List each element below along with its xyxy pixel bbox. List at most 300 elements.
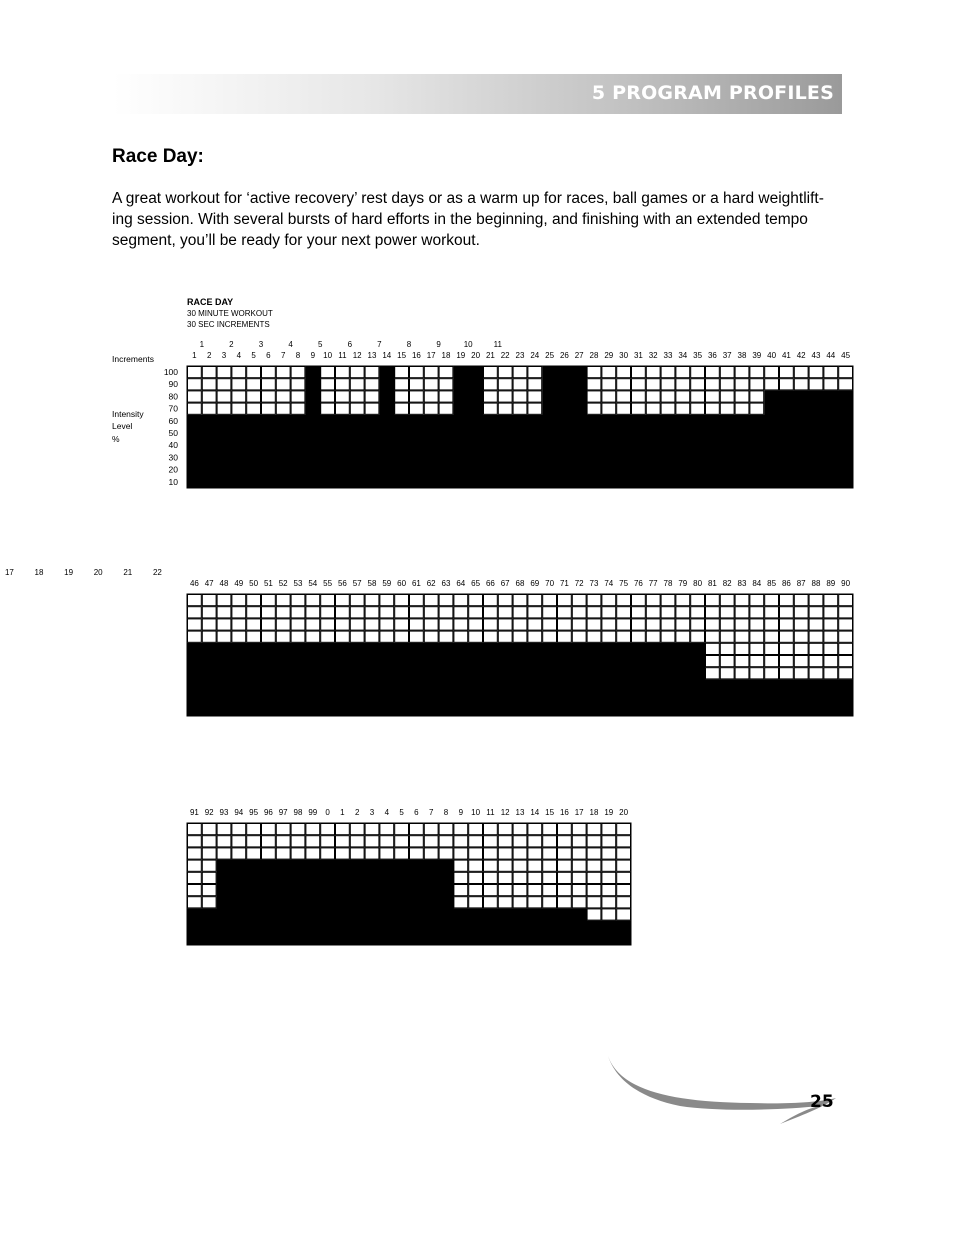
grid-cell (350, 848, 364, 859)
grid-cell (824, 379, 838, 390)
intensity-bar (335, 643, 350, 716)
increment-label: 71 (559, 579, 569, 588)
increment-label: 13 (367, 351, 377, 360)
grid-cell (676, 619, 690, 630)
grid-cell (454, 897, 468, 908)
intensity-bar (187, 908, 202, 945)
intensity-bar (690, 415, 705, 488)
grid-cell (513, 367, 527, 378)
grid-cell (809, 607, 823, 618)
increment-label: 89 (826, 579, 836, 588)
grid-cell (365, 824, 379, 835)
increment-label: 88 (811, 579, 821, 588)
grid-cell (691, 403, 705, 414)
grid-cell (395, 403, 409, 414)
intensity-bar (439, 643, 454, 716)
grid-cell (750, 656, 764, 667)
increment-label: 75 (619, 579, 629, 588)
grid-cell (262, 848, 276, 859)
grid-cell (232, 836, 246, 847)
intensity-bar (542, 366, 557, 488)
grid-cell (395, 379, 409, 390)
intensity-bar (217, 415, 232, 488)
grid-cell (365, 619, 379, 630)
grid-cell (794, 643, 808, 654)
grid-cell (484, 379, 498, 390)
page-number: 25 (810, 1092, 834, 1112)
grid-cell (513, 619, 527, 630)
grid-cell (572, 836, 586, 847)
intensity-bar (453, 366, 468, 488)
grid-cell (691, 607, 705, 618)
grid-cell (750, 631, 764, 642)
increment-label: 98 (293, 808, 303, 817)
grid-cell (824, 367, 838, 378)
grid-cell (676, 595, 690, 606)
grid-cell (794, 656, 808, 667)
intensity-bar (394, 643, 409, 716)
intensity-bar (409, 643, 424, 716)
grid-cell (469, 848, 483, 859)
grid-cell (365, 848, 379, 859)
increment-label: 41 (781, 351, 791, 360)
grid-cell (469, 595, 483, 606)
grid-cell (336, 824, 350, 835)
grid-cell (454, 619, 468, 630)
grid-cell (395, 824, 409, 835)
intensity-bar (631, 643, 646, 716)
grid-cell (469, 836, 483, 847)
grid-cell (513, 872, 527, 883)
grid-cell (543, 848, 557, 859)
grid-cell (602, 909, 616, 920)
y-tick-label: 20 (168, 464, 178, 475)
increment-label: 27 (574, 351, 584, 360)
grid-cell (572, 848, 586, 859)
grid-cell (765, 643, 779, 654)
increment-label: 9 (310, 351, 316, 360)
intensity-bar (557, 366, 572, 488)
grid-cell (572, 595, 586, 606)
grid-cell (306, 836, 320, 847)
grid-cell (262, 619, 276, 630)
intensity-bar (513, 908, 528, 945)
intensity-bar (261, 415, 276, 488)
grid-cell (676, 631, 690, 642)
increment-label: 53 (293, 579, 303, 588)
grid-cell (706, 403, 720, 414)
grid-cell (321, 595, 335, 606)
increment-label: 15 (545, 808, 555, 817)
grid-cell (587, 885, 601, 896)
grid-cell (365, 595, 379, 606)
grid-cell (469, 607, 483, 618)
grid-cell (513, 860, 527, 871)
grid-cell (232, 403, 246, 414)
grid-cell (735, 631, 749, 642)
grid-cell (217, 836, 231, 847)
grid-cell (572, 885, 586, 896)
grid-cell (291, 607, 305, 618)
grid-cell (380, 631, 394, 642)
grid-cell (321, 824, 335, 835)
increment-label: 96 (263, 808, 273, 817)
grid-cell (587, 403, 601, 414)
grid-cell (750, 668, 764, 679)
grid-cell (291, 824, 305, 835)
grid-cell (321, 391, 335, 402)
grid-cell (395, 836, 409, 847)
intensity-bar (276, 643, 291, 716)
increment-label: 7 (280, 351, 286, 360)
grid-cell (454, 885, 468, 896)
increment-label: 42 (796, 351, 806, 360)
grid-cell (321, 403, 335, 414)
grid-cell (350, 391, 364, 402)
grid-cell (720, 619, 734, 630)
intensity-bar (291, 860, 306, 945)
grid-cell (247, 403, 261, 414)
grid-cell (839, 379, 853, 390)
y-tick-label: 100 (163, 367, 178, 377)
grid-cell (484, 595, 498, 606)
grid-cell (217, 403, 231, 414)
intensity-bar (794, 390, 809, 488)
y-tick-label: 30 (168, 452, 178, 463)
grid-cell (646, 403, 660, 414)
grid-cell (291, 379, 305, 390)
grid-cell (498, 860, 512, 871)
grid-cell (572, 860, 586, 871)
intensity-bar (350, 860, 365, 945)
grid-cell (528, 885, 542, 896)
increment-label: 26 (559, 351, 569, 360)
grid-cell (720, 391, 734, 402)
grid-cell (395, 367, 409, 378)
grid-cell (217, 379, 231, 390)
grid-cell (247, 379, 261, 390)
increment-label: 85 (767, 579, 777, 588)
grid-cell (691, 367, 705, 378)
grid-cell (188, 897, 202, 908)
grid-cell (617, 885, 631, 896)
grid-cell (350, 836, 364, 847)
increment-label: 10 (471, 808, 481, 817)
grid-cell (750, 619, 764, 630)
grid-cell (824, 619, 838, 630)
intensity-bar (246, 860, 261, 945)
grid-cell (558, 836, 572, 847)
grid-cell (217, 367, 231, 378)
grid-cell (617, 836, 631, 847)
grid-cell (439, 607, 453, 618)
increment-label: 60 (397, 579, 407, 588)
grid-cell (276, 367, 290, 378)
grid-cell (188, 391, 202, 402)
grid-cell (395, 619, 409, 630)
grid-cell (498, 595, 512, 606)
y-tick-label: 70 (168, 403, 178, 414)
grid-cell (410, 391, 424, 402)
increment-label: 2 (354, 808, 360, 817)
grid-cell (720, 643, 734, 654)
grid-cell (439, 367, 453, 378)
increment-label: 8 (443, 808, 449, 817)
chart-subtitle-2: 30 SEC INCREMENTS (187, 320, 270, 329)
minute-label: 4 (288, 340, 293, 349)
grid-cell (617, 824, 631, 835)
increment-label: 73 (589, 579, 599, 588)
grid-cell (247, 595, 261, 606)
grid-cell (498, 897, 512, 908)
grid-cell (498, 403, 512, 414)
grid-cell (750, 403, 764, 414)
grid-cell (661, 403, 675, 414)
grid-cell (794, 631, 808, 642)
grid-cell (572, 619, 586, 630)
grid-cell (839, 595, 853, 606)
grid-cell (321, 848, 335, 859)
intensity-bar (231, 415, 246, 488)
increment-label: 59 (382, 579, 392, 588)
increment-label: 56 (337, 579, 347, 588)
grid-cell (706, 656, 720, 667)
intensity-bar (202, 908, 217, 945)
grid-cell (587, 619, 601, 630)
grid-cell (498, 619, 512, 630)
grid-cell (469, 631, 483, 642)
increment-label: 81 (707, 579, 717, 588)
grid-cell (188, 824, 202, 835)
grid-cell (188, 631, 202, 642)
increment-label: 58 (367, 579, 377, 588)
y-tick-label: 80 (168, 391, 178, 402)
increment-label: 47 (204, 579, 214, 588)
grid-cell (691, 631, 705, 642)
grid-cell (809, 619, 823, 630)
grid-cell (484, 607, 498, 618)
grid-cell (410, 595, 424, 606)
increment-label: 66 (485, 579, 495, 588)
level-label: Level (112, 421, 133, 431)
grid-cell (765, 607, 779, 618)
grid-cell (262, 824, 276, 835)
grid-cell (276, 391, 290, 402)
intensity-bar (305, 643, 320, 716)
grid-cell (188, 872, 202, 883)
intensity-bar (720, 679, 735, 716)
grid-cell (750, 595, 764, 606)
grid-cell (188, 836, 202, 847)
increment-label: 77 (648, 579, 658, 588)
grid-cell (528, 379, 542, 390)
grid-cell (306, 607, 320, 618)
grid-cell (202, 897, 216, 908)
intensity-bar (409, 860, 424, 945)
grid-cell (232, 848, 246, 859)
intensity-bar (424, 860, 439, 945)
increment-label: 35 (693, 351, 703, 360)
intensity-bar (735, 415, 750, 488)
increment-label: 51 (263, 579, 273, 588)
increment-label: 17 (426, 351, 436, 360)
grid-cell (602, 631, 616, 642)
intensity-bar (483, 908, 498, 945)
grid-cell (276, 824, 290, 835)
grid-cell (350, 619, 364, 630)
grid-cell (202, 619, 216, 630)
intensity-bar (838, 679, 853, 716)
intensity-bar (320, 860, 335, 945)
grid-cell (839, 367, 853, 378)
grid-cell (691, 379, 705, 390)
intensity-bar (187, 415, 202, 488)
grid-cell (188, 885, 202, 896)
intensity-bar (335, 860, 350, 945)
intensity-bar (350, 415, 365, 488)
grid-cell (365, 836, 379, 847)
grid-cell (720, 595, 734, 606)
intensity-bar (542, 643, 557, 716)
grid-cell (720, 367, 734, 378)
grid-cell (484, 836, 498, 847)
grid-cell (395, 595, 409, 606)
grid-cell (247, 824, 261, 835)
increment-label: 31 (633, 351, 643, 360)
increment-label: 90 (841, 579, 851, 588)
increment-label: 80 (693, 579, 703, 588)
intensity-bar (246, 415, 261, 488)
grid-cell (262, 367, 276, 378)
intensity-bar (587, 415, 602, 488)
increment-label: 93 (219, 808, 229, 817)
grid-cell (794, 367, 808, 378)
grid-cell (410, 619, 424, 630)
increment-label: 70 (545, 579, 555, 588)
grid-cell (350, 607, 364, 618)
grid-cell (646, 391, 660, 402)
grid-cell (572, 631, 586, 642)
grid-cell (276, 619, 290, 630)
grid-cell (513, 885, 527, 896)
increment-label: 1 (340, 808, 345, 817)
grid-cell (780, 379, 794, 390)
grid-cell (676, 607, 690, 618)
minute-label: 1 (199, 340, 205, 349)
grid-cell (350, 403, 364, 414)
grid-cell (291, 631, 305, 642)
intensity-bar (587, 643, 602, 716)
grid-cell (188, 595, 202, 606)
grid-cell (498, 367, 512, 378)
intensity-bar (572, 366, 587, 488)
intensity-bar (661, 415, 676, 488)
increment-label: 84 (752, 579, 762, 588)
grid-cell (202, 872, 216, 883)
grid-cell (617, 860, 631, 871)
increment-label: 25 (545, 351, 555, 360)
grid-cell (336, 595, 350, 606)
increment-label: 8 (295, 351, 301, 360)
grid-cell (202, 367, 216, 378)
increment-label: 18 (589, 808, 599, 817)
grid-cell (262, 631, 276, 642)
grid-cell (558, 607, 572, 618)
increment-label: 7 (428, 808, 434, 817)
grid-cell (498, 631, 512, 642)
grid-cell (602, 824, 616, 835)
grid-cell (424, 848, 438, 859)
grid-cell (617, 631, 631, 642)
grid-cell (202, 391, 216, 402)
grid-cell (306, 848, 320, 859)
grid-cell (424, 391, 438, 402)
grid-cell (602, 595, 616, 606)
grid-cell (498, 836, 512, 847)
grid-cell (454, 631, 468, 642)
intensity-bar (616, 921, 631, 945)
grid-cell (188, 848, 202, 859)
intensity-bar (572, 908, 587, 945)
intensity-bar (305, 860, 320, 945)
grid-cell (543, 619, 557, 630)
grid-cell (276, 848, 290, 859)
grid-cell (350, 379, 364, 390)
intensity-bar (498, 643, 513, 716)
grid-cell (750, 379, 764, 390)
intensity-bar (616, 415, 631, 488)
grid-cell (365, 607, 379, 618)
grid-cell (336, 619, 350, 630)
grid-cell (617, 367, 631, 378)
grid-cell (543, 885, 557, 896)
grid-cell (513, 824, 527, 835)
grid-cell (484, 872, 498, 883)
increment-label: 83 (737, 579, 747, 588)
grid-cell (528, 367, 542, 378)
intensity-bar (675, 415, 690, 488)
grid-cell (602, 391, 616, 402)
intensity-bar (365, 860, 380, 945)
grid-cell (262, 595, 276, 606)
grid-cell (469, 872, 483, 883)
grid-cell (217, 607, 231, 618)
grid-cell (247, 631, 261, 642)
grid-cell (276, 836, 290, 847)
grid-cell (306, 595, 320, 606)
grid-cell (247, 391, 261, 402)
grid-cell (750, 367, 764, 378)
increment-label: 92 (204, 808, 214, 817)
grid-cell (528, 860, 542, 871)
increment-label: 6 (414, 808, 419, 817)
intensity-bar (705, 679, 720, 716)
grid-cell (632, 619, 646, 630)
grid-cell (632, 367, 646, 378)
grid-cell (410, 824, 424, 835)
grid-cell (646, 379, 660, 390)
grid-cell (587, 824, 601, 835)
intensity-bar (513, 415, 528, 488)
grid-cell (839, 643, 853, 654)
grid-cell (587, 631, 601, 642)
grid-cell (513, 848, 527, 859)
increment-label: 63 (441, 579, 451, 588)
intensity-bar (320, 415, 335, 488)
increment-label: 91 (189, 808, 199, 817)
grid-cell (217, 619, 231, 630)
grid-cell (410, 403, 424, 414)
